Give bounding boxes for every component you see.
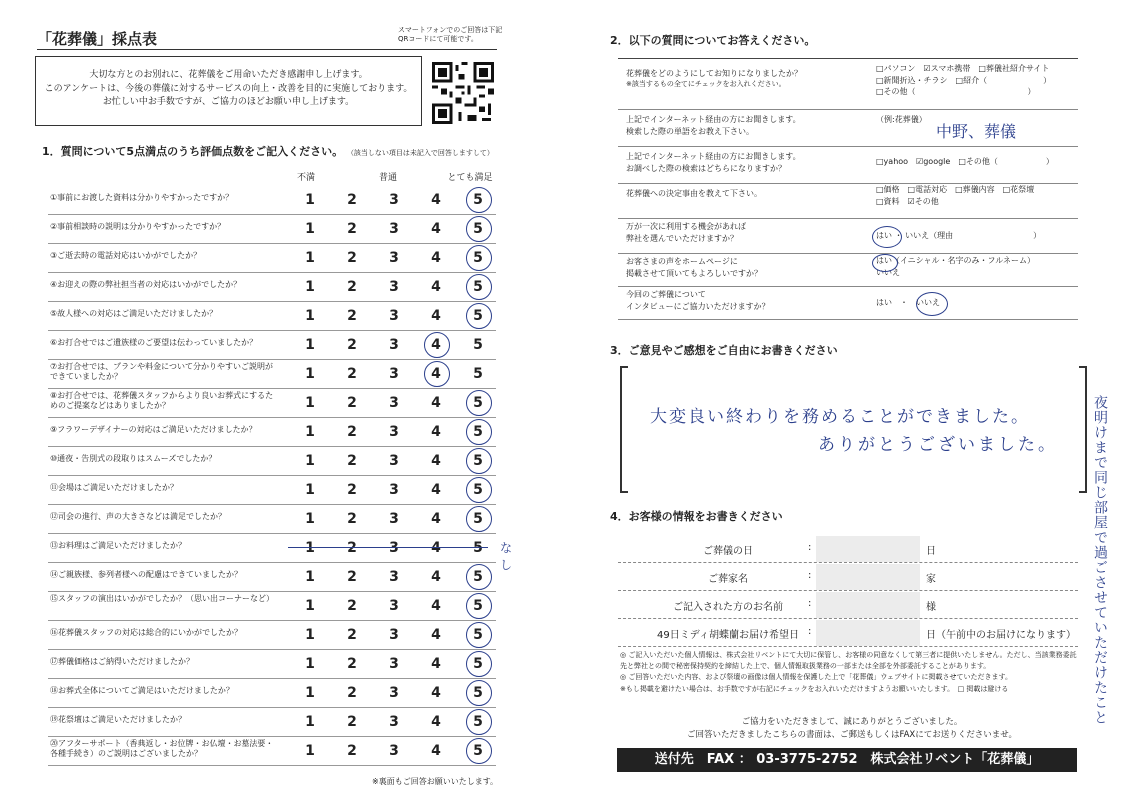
rating-option[interactable]: 3 bbox=[389, 569, 399, 585]
question-line: 花葬儀をどのようにしてお知りになりましたか？ bbox=[626, 69, 802, 78]
rating-option[interactable]: 4 bbox=[431, 540, 441, 556]
survey-question bbox=[626, 114, 801, 137]
thanks-line: ご協力をいただきまして、誠にありがとうございました。 bbox=[741, 717, 963, 727]
question-line: 上記でインターネット経由の方にお聞きします。 bbox=[626, 115, 801, 124]
rating-circle bbox=[466, 216, 492, 242]
rating-question: ③ご逝去時の電話対応はいかがでしたか？ bbox=[50, 251, 202, 260]
rating-row bbox=[48, 620, 496, 650]
rating-question: ⑨フラワーデザイナーの対応はご満足いただけましたか？ bbox=[50, 425, 257, 434]
rating-option[interactable]: 3 bbox=[389, 424, 399, 440]
rating-option[interactable]: 2 bbox=[347, 337, 357, 353]
rating-question: ⑮スタッフの演出はいかがでしたか？（思い出コーナーなど） bbox=[50, 594, 274, 603]
rating-row bbox=[48, 214, 496, 244]
survey-row-reason bbox=[618, 184, 1078, 219]
rating-option[interactable]: 1 bbox=[305, 308, 315, 324]
rating-option[interactable]: 5 bbox=[473, 540, 483, 556]
rating-option[interactable]: 1 bbox=[305, 511, 315, 527]
footnote: ※裏面もご回答お願いいたします。 bbox=[372, 777, 499, 786]
field-colon: : bbox=[808, 570, 812, 581]
rating-circle bbox=[466, 622, 492, 648]
rating-option[interactable]: 5 bbox=[473, 598, 483, 614]
rating-option[interactable]: 3 bbox=[389, 627, 399, 643]
rating-option[interactable]: 1 bbox=[305, 453, 315, 469]
rating-option[interactable]: 5 bbox=[473, 250, 483, 266]
rating-question: ⑦お打合せでは、プランや料金について分かりやすいご説明ができていましたか？ bbox=[50, 362, 274, 381]
rating-option[interactable]: 3 bbox=[389, 598, 399, 614]
question-line: インタビューにご協力いただけますか？ bbox=[626, 301, 770, 311]
rating-option[interactable]: 3 bbox=[389, 685, 399, 701]
rating-row bbox=[48, 417, 496, 447]
rating-option[interactable]: 5 bbox=[473, 279, 483, 295]
handwritten-comment-line: 大変良い終わりを務めることができました。 bbox=[650, 407, 1030, 427]
section-1-title bbox=[42, 143, 494, 159]
field-label: ご記入された方のお名前 bbox=[673, 602, 783, 613]
rating-question: ⑤故人様への対応はご満足いただけましたか？ bbox=[50, 309, 218, 318]
rating-option[interactable]: 1 bbox=[305, 685, 315, 701]
answer-circle bbox=[872, 254, 898, 272]
rating-row bbox=[48, 243, 496, 273]
rating-question: ①事前にお渡した資料は分かりやすかったですか？ bbox=[50, 193, 234, 202]
field-suffix: 日（午前中のお届けになります） bbox=[926, 630, 1076, 641]
rating-option[interactable]: 1 bbox=[305, 656, 315, 672]
rating-option[interactable]: 3 bbox=[389, 337, 399, 353]
rating-question: ⑩通夜・告別式の段取りはスムーズでしたか？ bbox=[50, 454, 217, 463]
survey-row-interview bbox=[618, 287, 1078, 320]
rating-circle bbox=[466, 245, 492, 271]
survey-question bbox=[626, 151, 801, 174]
handwritten-note: なし bbox=[500, 541, 513, 572]
rating-option[interactable]: 1 bbox=[305, 569, 315, 585]
rating-row bbox=[48, 359, 496, 389]
rating-row bbox=[48, 301, 496, 331]
rating-row bbox=[48, 678, 496, 708]
rating-option[interactable]: 2 bbox=[347, 250, 357, 266]
rating-circle bbox=[466, 303, 492, 329]
rating-option[interactable]: 5 bbox=[473, 192, 483, 208]
field-label: ご葬家名 bbox=[708, 574, 748, 585]
field-label: ご葬儀の日 bbox=[703, 546, 753, 557]
survey-question: 花葬儀への決定事由を教えて下さい。 bbox=[626, 189, 762, 198]
rating-option[interactable]: 5 bbox=[473, 337, 483, 353]
option-line[interactable]: □資料 ☑その他 bbox=[876, 196, 939, 206]
rating-option[interactable]: 2 bbox=[347, 308, 357, 324]
rating-question: ⑥お打合せではご遺族様のご要望は伝わっていましたか？ bbox=[50, 338, 258, 347]
option-line[interactable]: はい（イニシャル・名字のみ・フルネーム） bbox=[876, 256, 1035, 265]
field-colon: : bbox=[808, 598, 812, 609]
rating-option[interactable]: 2 bbox=[347, 540, 357, 556]
rating-option[interactable]: 4 bbox=[431, 627, 441, 643]
rating-option[interactable]: 2 bbox=[347, 482, 357, 498]
rating-row bbox=[48, 446, 496, 476]
field-family-name[interactable] bbox=[618, 564, 1078, 591]
rating-option[interactable]: 1 bbox=[305, 337, 315, 353]
field-colon: : bbox=[808, 542, 812, 553]
bracket-corner bbox=[620, 491, 628, 493]
redacted-value bbox=[816, 620, 920, 646]
intro-box bbox=[35, 56, 422, 126]
rating-option[interactable]: 4 bbox=[431, 743, 441, 759]
rating-question: ⑧お打合せでは、花葬儀スタッフからより良いお葬式にするためのご提案などはありましたか？ bbox=[50, 391, 274, 410]
fax-banner: 送付先 FAX ： 03-3775-2752 株式会社リベント「花葬儀」 bbox=[617, 748, 1077, 772]
qr-code[interactable] bbox=[432, 62, 494, 124]
bracket-corner bbox=[620, 366, 628, 368]
rating-row bbox=[48, 388, 496, 418]
rating-row bbox=[48, 504, 496, 534]
rating-option[interactable]: 2 bbox=[347, 366, 357, 382]
rating-option[interactable]: 3 bbox=[389, 453, 399, 469]
survey-options[interactable] bbox=[876, 63, 1051, 98]
survey-row-publish bbox=[618, 254, 1078, 287]
rating-option[interactable]: 4 bbox=[431, 366, 441, 382]
rating-circle bbox=[424, 361, 450, 387]
survey-options[interactable]: □yahoo ☑google □その他（ ） bbox=[876, 157, 1054, 166]
rating-option[interactable]: 3 bbox=[389, 366, 399, 382]
rating-option[interactable]: 1 bbox=[305, 482, 315, 498]
rating-circle bbox=[466, 738, 492, 764]
rating-option[interactable]: 3 bbox=[389, 250, 399, 266]
question-line: 検索した際の単語をお教え下さい。 bbox=[626, 126, 754, 136]
rating-circle bbox=[466, 390, 492, 416]
rating-option[interactable]: 4 bbox=[431, 424, 441, 440]
rating-option[interactable]: 1 bbox=[305, 395, 315, 411]
privacy-line: ※もし掲載を避けたい場合は、お手数ですが右記にチェックをお入れいただけますようお願いいたします。 □ 掲載は避ける bbox=[620, 684, 1009, 693]
rating-circle bbox=[466, 651, 492, 677]
option-line[interactable]: いいえ bbox=[876, 267, 900, 277]
field-label: 49日ミディ胡蝶蘭お届け希望日 bbox=[657, 630, 799, 641]
rating-row bbox=[48, 707, 496, 737]
section-2-title: 2．以下の質問についてお答えください。 bbox=[610, 34, 816, 47]
section-3-title: 3．ご意見やご感想をご自由にお書きください bbox=[610, 344, 838, 357]
rating-option[interactable]: 5 bbox=[473, 221, 483, 237]
section-1-note: （該当しない項目は未記入で回答しますして） bbox=[346, 149, 494, 157]
survey-row-reuse bbox=[618, 219, 1078, 254]
field-funeral-date[interactable] bbox=[618, 536, 1078, 563]
rating-option[interactable]: 2 bbox=[347, 424, 357, 440]
section-4-title: 4．お客様の情報をお書きください bbox=[610, 510, 783, 523]
field-colon: : bbox=[808, 626, 812, 637]
rating-option[interactable]: 4 bbox=[431, 685, 441, 701]
field-suffix: 家 bbox=[926, 574, 936, 585]
rating-option[interactable]: 5 bbox=[473, 569, 483, 585]
option-line[interactable]: □新聞折込・チラシ □紹介（ ） bbox=[876, 75, 1052, 85]
scale-label-low: 不満 bbox=[296, 173, 315, 183]
survey-row-source bbox=[618, 59, 1078, 110]
rating-circle bbox=[424, 332, 450, 358]
intro-line: このアンケートは、今後の葬儀に対するサービスの向上・改善を目的に実施しております。 bbox=[44, 83, 413, 94]
rating-option[interactable]: 5 bbox=[473, 482, 483, 498]
rating-option[interactable]: 1 bbox=[305, 540, 315, 556]
rating-option[interactable]: 1 bbox=[305, 366, 315, 382]
scale-label-mid: 普通 bbox=[378, 173, 397, 183]
rating-question: ⑳アフターサポート（香典返し・お位牌・お仏壇・お墓法要・各種手続き）のご説明はございましたか？ bbox=[50, 739, 274, 758]
rating-option[interactable]: 1 bbox=[305, 424, 315, 440]
rating-option[interactable]: 2 bbox=[347, 743, 357, 759]
bracket-corner bbox=[1079, 366, 1087, 368]
qr-note: スマートフォンでのご回答は下記QRコードにて可能です。 bbox=[398, 26, 503, 44]
rating-row bbox=[48, 591, 496, 621]
rating-question: ⑱お葬式全体についてご満足はいただけましたか？ bbox=[50, 686, 234, 695]
rating-circle bbox=[466, 274, 492, 300]
rating-option[interactable]: 3 bbox=[389, 743, 399, 759]
rating-option[interactable]: 2 bbox=[347, 569, 357, 585]
rating-option[interactable]: 4 bbox=[431, 569, 441, 585]
rating-option[interactable]: 4 bbox=[431, 395, 441, 411]
rating-option[interactable]: 5 bbox=[473, 685, 483, 701]
rating-circle bbox=[466, 477, 492, 503]
rating-option[interactable]: 4 bbox=[431, 192, 441, 208]
survey-question bbox=[626, 256, 762, 279]
rating-option[interactable]: 4 bbox=[431, 221, 441, 237]
question-line: 万が一次に利用する機会があれば bbox=[626, 222, 746, 231]
rating-circle bbox=[466, 564, 492, 590]
bracket-corner bbox=[1079, 491, 1087, 493]
question-line: 今回のご葬儀について bbox=[626, 290, 706, 299]
rating-option[interactable]: 1 bbox=[305, 250, 315, 266]
rating-row bbox=[48, 533, 513, 572]
rating-option[interactable]: 1 bbox=[305, 714, 315, 730]
handwritten-keyword: 中野、葬儀 bbox=[936, 122, 1017, 141]
rating-circle bbox=[466, 506, 492, 532]
rating-option[interactable]: 4 bbox=[431, 511, 441, 527]
intro-line: お忙しい中お手数ですが、ご協力のほどお願い申し上げます。 bbox=[102, 97, 355, 107]
field-suffix: 様 bbox=[926, 602, 936, 613]
thanks-line: ご回答いただきましたこちらの書面は、ご郵送もしくはFAXにてお送りくださいませ。 bbox=[687, 729, 1017, 740]
rating-row bbox=[48, 330, 496, 360]
thanks-message bbox=[632, 716, 1072, 742]
intro-line: 大切な方とのお別れに、花葬儀をご用命いただき感謝申し上げます。 bbox=[89, 70, 368, 80]
option-line[interactable]: □その他（ ） bbox=[876, 87, 1036, 97]
rating-option[interactable]: 3 bbox=[389, 656, 399, 672]
page-title: 「花葬儀」採点表 bbox=[37, 30, 158, 48]
rating-option[interactable]: 4 bbox=[431, 482, 441, 498]
field-writer-name[interactable] bbox=[618, 592, 1078, 619]
question-line: 上記でインターネット経由の方にお聞きします。 bbox=[626, 152, 801, 161]
privacy-notice bbox=[620, 650, 1080, 695]
keyword-example: （例:花葬儀） bbox=[876, 115, 927, 124]
rating-option[interactable]: 5 bbox=[473, 714, 483, 730]
title-divider bbox=[37, 49, 497, 50]
rating-option[interactable]: 5 bbox=[473, 627, 483, 643]
rating-question: ⑭ご親族様、参列者様への配慮はできていましたか？ bbox=[50, 570, 242, 579]
rating-option[interactable]: 4 bbox=[431, 308, 441, 324]
redacted-value bbox=[816, 564, 920, 590]
question-note: ※該当するもの全てにチェックをお入れください。 bbox=[626, 79, 786, 88]
answer-circle bbox=[916, 292, 948, 316]
rating-option[interactable]: 5 bbox=[473, 743, 483, 759]
rating-row bbox=[48, 272, 496, 302]
rating-row bbox=[48, 649, 496, 679]
rating-option[interactable]: 4 bbox=[431, 714, 441, 730]
rating-option[interactable]: 3 bbox=[389, 395, 399, 411]
rating-option[interactable]: 4 bbox=[431, 656, 441, 672]
rating-option[interactable]: 2 bbox=[347, 598, 357, 614]
redacted-value bbox=[816, 536, 920, 562]
question-line: お調べした際の検索はどちらになりますか？ bbox=[626, 163, 786, 173]
survey-options[interactable]: はい ・ いいえ bbox=[876, 298, 940, 307]
rating-option[interactable]: 5 bbox=[473, 656, 483, 672]
answer-circle bbox=[872, 226, 902, 248]
section-1-heading: 1．質問について5点満点のうち評価点数をご記入ください。 bbox=[42, 145, 344, 158]
rating-question: ⑰葬儀価格はご納得いただけましたか？ bbox=[50, 657, 194, 666]
field-suffix: 日 bbox=[926, 546, 936, 557]
rating-option[interactable]: 2 bbox=[347, 395, 357, 411]
rating-question: ⑬お料理はご満足いただけましたか？ bbox=[50, 541, 186, 550]
question-line: お客さまの声をホームページに bbox=[626, 257, 738, 266]
rating-row bbox=[48, 562, 496, 592]
rating-option[interactable]: 2 bbox=[347, 221, 357, 237]
survey-question bbox=[626, 221, 746, 244]
rating-option[interactable]: 5 bbox=[473, 453, 483, 469]
field-delivery-date[interactable] bbox=[618, 620, 1078, 647]
rating-question: ⑯花葬儀スタッフの対応は総合的にいかがでしたか？ bbox=[50, 628, 242, 637]
handwritten-comment-line: ありがとうございました。 bbox=[818, 435, 1058, 455]
rating-option[interactable]: 5 bbox=[473, 511, 483, 527]
rating-option[interactable]: 1 bbox=[305, 743, 315, 759]
rating-option[interactable]: 1 bbox=[305, 627, 315, 643]
rating-circle bbox=[466, 709, 492, 735]
rating-option[interactable]: 4 bbox=[431, 279, 441, 295]
survey-options[interactable] bbox=[876, 255, 1035, 278]
survey-question bbox=[626, 289, 770, 312]
strike-line bbox=[288, 547, 488, 548]
question-line: 掲載させて頂いてもよろしいですか？ bbox=[626, 268, 762, 278]
rating-option[interactable]: 1 bbox=[305, 221, 315, 237]
rating-option[interactable]: 1 bbox=[305, 598, 315, 614]
rating-question: ④お迎えの際の弊社担当者の対応はいかがでしたか？ bbox=[50, 280, 242, 289]
opinion-box[interactable] bbox=[620, 366, 1087, 493]
rating-option[interactable]: 3 bbox=[389, 192, 399, 208]
rating-option[interactable]: 3 bbox=[389, 482, 399, 498]
rating-option[interactable]: 3 bbox=[389, 540, 399, 556]
rating-option[interactable]: 3 bbox=[389, 511, 399, 527]
rating-option[interactable]: 5 bbox=[473, 366, 483, 382]
rating-option[interactable]: 1 bbox=[305, 192, 315, 208]
rating-option[interactable]: 2 bbox=[347, 656, 357, 672]
privacy-line: ◎ ご回答いただいた内容、および祭壇の画像は個人情報を保護した上で「花葬儀」ウェブサイトに掲載させていただきます。 bbox=[620, 673, 1013, 682]
survey-options[interactable]: はい ・ いいえ（理由 ） bbox=[876, 231, 1042, 240]
scale-label-high: とても満足 bbox=[447, 173, 493, 183]
rating-circle bbox=[466, 448, 492, 474]
rating-option[interactable]: 2 bbox=[347, 714, 357, 730]
rating-question: ②事前相談時の説明は分かりやすかったですか？ bbox=[50, 222, 226, 231]
rating-option[interactable]: 5 bbox=[473, 424, 483, 440]
rating-option[interactable]: 5 bbox=[473, 308, 483, 324]
question-line: 弊社を選んでいただけますか？ bbox=[626, 233, 738, 243]
rating-option[interactable]: 4 bbox=[431, 250, 441, 266]
option-line[interactable]: □パソコン ☑スマホ携帯 □葬儀社紹介サイト bbox=[876, 64, 1050, 73]
rating-circle bbox=[466, 593, 492, 619]
option-line[interactable]: □価格 □電話対応 □葬儀内容 □花祭壇 bbox=[876, 185, 1035, 194]
rating-question: ⑪会場はご満足いただけましたか？ bbox=[50, 483, 178, 492]
rating-question: ⑫司会の進行、声の大きさなどは満足でしたか？ bbox=[50, 512, 226, 521]
rating-option[interactable]: 4 bbox=[431, 453, 441, 469]
survey-options[interactable] bbox=[876, 184, 1034, 207]
rating-option[interactable]: 2 bbox=[347, 192, 357, 208]
rating-option[interactable]: 5 bbox=[473, 395, 483, 411]
rating-option[interactable]: 2 bbox=[347, 279, 357, 295]
rating-option[interactable]: 4 bbox=[431, 598, 441, 614]
survey-row-engine bbox=[618, 147, 1078, 184]
privacy-line: ◎ ご記入いただいた個人情報は、株式会社リベントにて大切に保管し、お客様の同意なくして第三者に提供いたしません。ただし、当該業務委託先と弊社との間で秘密保持契約を締結した上で、個人情報取扱業務の一部または全部を外部委託することがあります。 bbox=[620, 651, 1077, 671]
rating-option[interactable]: 4 bbox=[431, 337, 441, 353]
rating-option[interactable]: 3 bbox=[389, 714, 399, 730]
rating-option[interactable]: 3 bbox=[389, 221, 399, 237]
survey-question bbox=[626, 68, 802, 88]
rating-circle bbox=[466, 187, 492, 213]
rating-option[interactable]: 2 bbox=[347, 627, 357, 643]
rating-option[interactable]: 2 bbox=[347, 511, 357, 527]
rating-row bbox=[48, 475, 496, 505]
rating-question: ⑲花祭壇はご満足いただけましたか？ bbox=[50, 715, 186, 724]
survey-row-keyword bbox=[618, 110, 1078, 147]
rating-option[interactable]: 2 bbox=[347, 685, 357, 701]
rating-option[interactable]: 3 bbox=[389, 308, 399, 324]
rating-option[interactable]: 3 bbox=[389, 279, 399, 295]
rating-row bbox=[48, 736, 496, 766]
handwritten-reason: 夜明けまで同じ部屋で過ごさせていただけたこと bbox=[1092, 395, 1108, 725]
rating-option[interactable]: 1 bbox=[305, 279, 315, 295]
redacted-value bbox=[816, 592, 920, 618]
rating-row bbox=[48, 185, 496, 215]
rating-option[interactable]: 2 bbox=[347, 453, 357, 469]
rating-circle bbox=[466, 680, 492, 706]
rating-circle bbox=[466, 419, 492, 445]
